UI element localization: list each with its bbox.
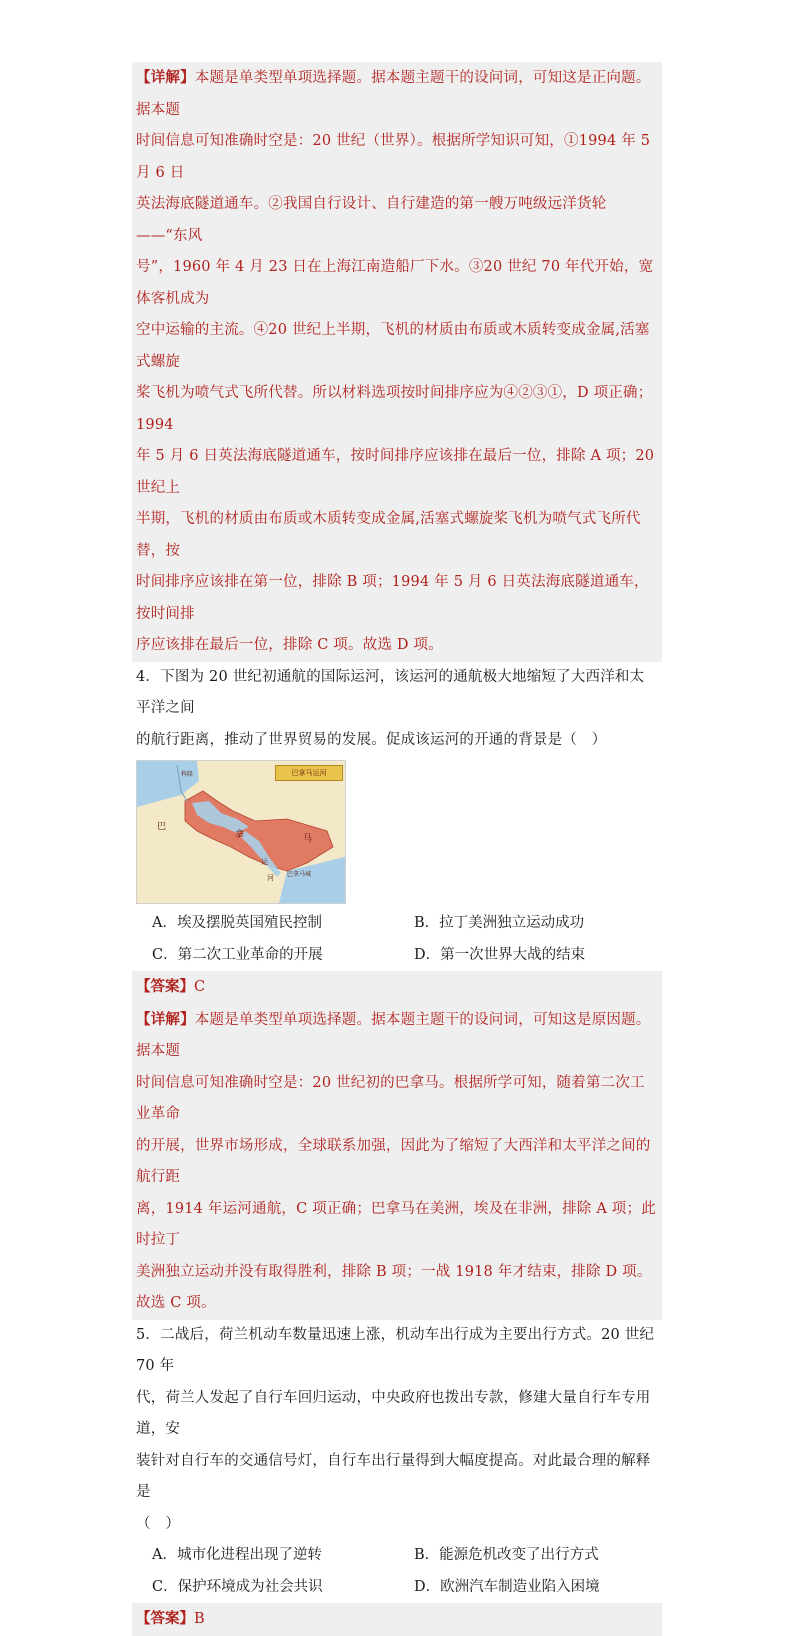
map-label: 马: [303, 834, 313, 844]
map-label: 科隆: [181, 771, 194, 778]
option-d[interactable]: D．欧洲汽车制造业陷入困境: [414, 1578, 600, 1595]
answer-q4: [132, 971, 662, 1004]
explanation-line: 时间排序应该排在第一位，排除 B 项；1994 年 5 月 6 日英法海底隧道通车，按时间排: [136, 574, 649, 622]
option-c[interactable]: C．第二次工业革命的开展: [152, 946, 323, 963]
map-label: 拿: [235, 830, 245, 840]
explanation-line: 离，1914 年运河通航，C 项正确；巴拿马在美洲，埃及在非洲，排除 A 项；此时拉丁: [136, 1200, 656, 1248]
explanation-line: 的开展，世界市场形成，全球联系加强，因此为了缩短了大西洋和太平洋之间的航行距: [136, 1137, 651, 1185]
map-label: 运: [261, 858, 268, 866]
explanation-block-q4: [132, 1004, 662, 1320]
document-page: [132, 62, 662, 1636]
explanation-line: 时间信息可知准确时空是：20 世纪（世界）。根据所学知识可知，①1994 年 5 月 6 日: [136, 133, 651, 181]
explanation-line: 半期，飞机的材质由布质或木质转变成金属,活塞式螺旋桨飞机为喷气式飞所代替，按: [136, 511, 641, 559]
answer-value: B: [194, 1611, 205, 1627]
question-5: [132, 1320, 662, 1636]
explanation-line: 美洲独立运动并没有取得胜利，排除 B 项；一战 1918 年才结束，排除 D 项。故选 C 项。: [136, 1263, 652, 1311]
explanation-block-q3: [132, 62, 662, 662]
answer-q5: [132, 1603, 662, 1636]
question-line: 装针对自行车的交通信号灯，自行车出行量得到大幅度提高。对此最合理的解释是: [136, 1452, 651, 1500]
options-q4: [132, 908, 662, 971]
map-title-badge: 巴拿马运河: [275, 765, 343, 781]
option-c[interactable]: C．保护环境成为社会共识: [152, 1578, 323, 1595]
map-label: 河: [267, 874, 274, 882]
explanation-line: 号”，1960 年 4 月 23 日在上海江南造船厂下水。③20 世纪 70 年代开始，宽体客机成为: [136, 259, 654, 307]
map-label: 巴拿马城: [287, 871, 312, 878]
explanation-line: 【详解】本题是单类型单项选择题。据本题主题干的设问词，可知这是原因题。据本题: [136, 1010, 651, 1059]
option-a[interactable]: A．埃及摆脱英国殖民控制: [152, 915, 322, 931]
option-d[interactable]: D．第一次世界大战的结束: [414, 946, 586, 963]
question-line: 4．下图为 20 世纪初通航的国际运河，该运河的通航极大地缩短了大西洋和太平洋之间: [136, 668, 645, 716]
explanation-line: 年 5 月 6 日英法海底隧道通车，按时间排序应该排在最后一位，排除 A 项；20 世纪上: [136, 448, 655, 496]
question-line: 5．二战后，荷兰机动车数量迅速上涨，机动车出行成为主要出行方式。20 世纪 70 年: [136, 1326, 655, 1374]
question-line: 的航行距离，推动了世界贸易的发展。促成该运河的开通的背景是（ ）: [136, 731, 607, 748]
panama-canal-map: [136, 760, 346, 904]
answer-tag: 【答案】: [136, 1610, 194, 1627]
explanation-line: 时间信息可知准确时空是：20 世纪初的巴拿马。根据所学可知，随着第二次工业革命: [136, 1074, 645, 1122]
answer-value: C: [194, 979, 206, 995]
option-b[interactable]: B．能源危机改变了出行方式: [414, 1547, 599, 1563]
question-line: 代，荷兰人发起了自行车回归运动，中央政府也拨出专款，修建大量自行车专用道，安: [136, 1389, 651, 1437]
explanation-line: 序应该排在最后一位，排除 C 项。故选 D 项。: [136, 637, 443, 653]
explanation-line: 空中运输的主流。④20 世纪上半期，飞机的材质由布质或木质转变成金属,活塞式螺旋: [136, 322, 650, 370]
question-line: （ ）: [136, 1515, 181, 1532]
options-q5: [132, 1540, 662, 1603]
question-4: [132, 662, 662, 1004]
option-b[interactable]: B．拉丁美洲独立运动成功: [414, 915, 585, 931]
explanation-line: 【详解】本题是单类型单项选择题。据本题主题干的设问词，可知这是正向题。据本题: [136, 69, 651, 118]
answer-tag: 【答案】: [136, 978, 194, 995]
option-a[interactable]: A．城市化进程出现了逆转: [152, 1547, 322, 1563]
explanation-line: 英法海底隧道通车。②我国自行设计、自行建造的第一艘万吨级远洋货轮——“东风: [136, 196, 607, 244]
explanation-line: 桨飞机为喷气式飞所代替。所以材料选项按时间排序应为④②③①，D 项正确；1994: [136, 385, 653, 433]
explanation-tag: 【详解】: [136, 69, 195, 86]
explanation-tag: 【详解】: [136, 1010, 195, 1028]
map-label: 巴: [157, 822, 167, 832]
